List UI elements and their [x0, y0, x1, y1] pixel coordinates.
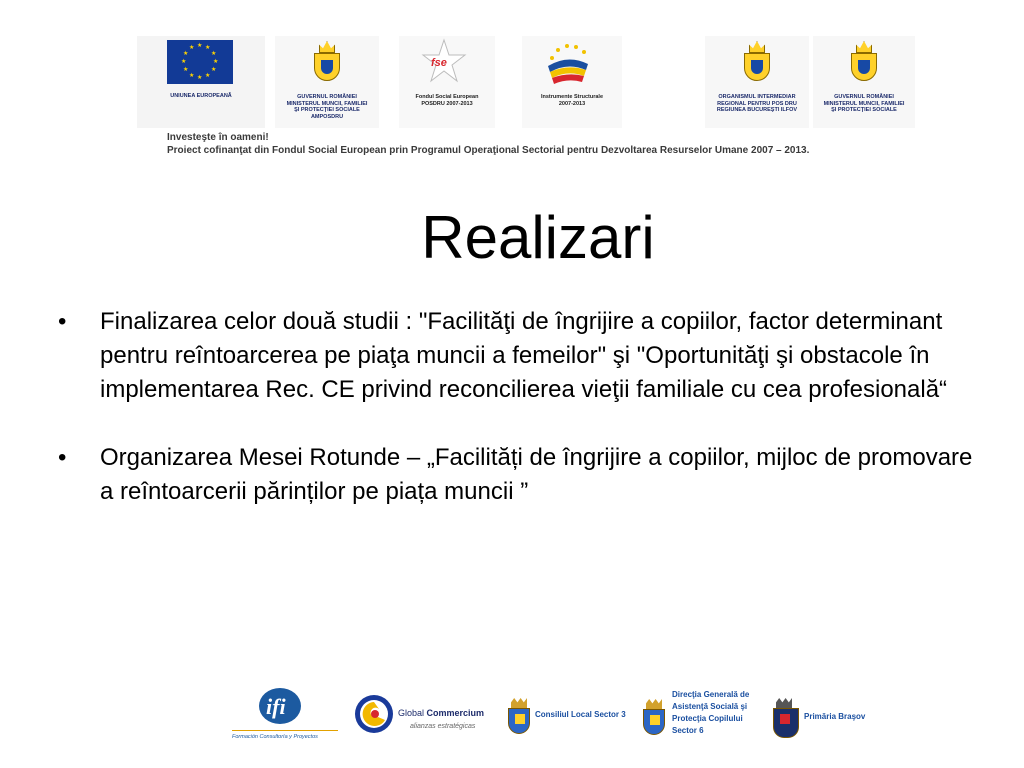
government-logo-1-caption: GUVERNUL ROMÂNIEI MINISTERUL MUNCII, FAMILIEI ŞI PROTECŢIEI SOCIALE AMPOSDRU	[286, 94, 368, 120]
global-commercium-icon	[354, 694, 394, 734]
structural-instruments-icon	[538, 38, 598, 88]
bullet-text: Finalizarea celor două studii : "Facilităţi de îngrijire a copiilor, factor determinant pentru reîntoarcerea pe piaţa muncii a femeilor" şi "Oportunităţi şi obstacole în implementarea Rec. CE privind reconcilierea vieţii familiale cu cea profesională“	[100, 308, 948, 403]
ifi-mark-text: ifi	[266, 694, 286, 719]
cofinance-statement: Proiect cofinanţat din Fondul Social European prin Programul Operaţional Sectorial pentru Dezvoltarea Resurselor Umane 2007 – 2013.	[167, 145, 810, 156]
bullet-list	[58, 305, 978, 509]
structural-instruments-caption: Instrumente Structurale 2007-2013	[540, 94, 604, 107]
bullet-item	[58, 305, 978, 407]
primaria-brasov-logo	[768, 690, 878, 744]
ifi-subtitle: Formación Consultoría y Proyectos	[232, 734, 318, 740]
funding-logos-banner	[137, 36, 915, 128]
consiliu-local-sector3-logo	[505, 692, 635, 738]
global-commercium-name: Global Commercium	[398, 708, 485, 718]
sector6-coat-of-arms-icon	[640, 697, 668, 737]
government-logo-1	[275, 36, 379, 128]
cofinance-slogan: Investeşte în oameni!	[167, 132, 269, 143]
fse-logo	[399, 36, 495, 128]
consiliu-local-label: Consiliul Local Sector 3	[535, 710, 626, 719]
bullet-text: Organizarea Mesei Rotunde – „Facilități de îngrijire a copiilor, mijloc de promovare a reîntoarcerii părinților pe piața muncii ”	[100, 444, 973, 505]
dgas-sector6-logo	[640, 689, 765, 745]
intermediate-body-logo	[705, 36, 809, 128]
romania-coat-of-arms-icon	[740, 41, 774, 83]
eu-flag-icon: ★ ★ ★ ★ ★ ★ ★ ★ ★ ★ ★ ★	[167, 40, 233, 84]
government-logo-2	[813, 36, 915, 128]
dgas-label: Direcţia Generală de Asistenţă Socială şi Protecţia Copilului Sector 6	[672, 690, 750, 735]
fse-star-icon	[421, 38, 467, 84]
bullet-item	[58, 441, 978, 509]
primaria-brasov-label: Primăria Braşov	[804, 712, 866, 721]
eu-logo	[137, 36, 265, 128]
sector3-coat-of-arms-icon	[505, 696, 533, 736]
government-logo-2-caption: GUVERNUL ROMÂNIEI MINISTERUL MUNCII, FAMILIEI ŞI PROTECŢIEI SOCIALE	[823, 94, 905, 113]
intermediate-body-caption: ORGANISMUL INTERMEDIAR REGIONAL PENTRU POS DRU REGIUNEA BUCUREŞTI ILFOV	[716, 94, 798, 113]
eu-logo-caption: UNIUNEA EUROPEANĂ	[170, 93, 232, 99]
romania-coat-of-arms-icon	[847, 41, 881, 83]
partner-logos	[0, 684, 1024, 744]
brasov-coat-of-arms-icon	[770, 696, 802, 740]
romania-coat-of-arms-icon	[310, 41, 344, 83]
ifi-logo	[232, 687, 338, 743]
global-commercium-tagline: alianzas estratégicas	[410, 723, 476, 730]
global-commercium-logo	[354, 692, 494, 738]
fse-mark: fse	[431, 57, 447, 69]
cofinance-notice	[167, 131, 809, 157]
structural-instruments-logo	[522, 36, 622, 128]
bullet-marker: •	[58, 308, 67, 335]
fse-logo-caption: Fondul Social European POSDRU 2007-2013	[415, 94, 479, 107]
ifi-mark-icon	[258, 687, 302, 725]
slide-title: Realizari	[421, 204, 655, 271]
bullet-marker: •	[58, 444, 67, 471]
